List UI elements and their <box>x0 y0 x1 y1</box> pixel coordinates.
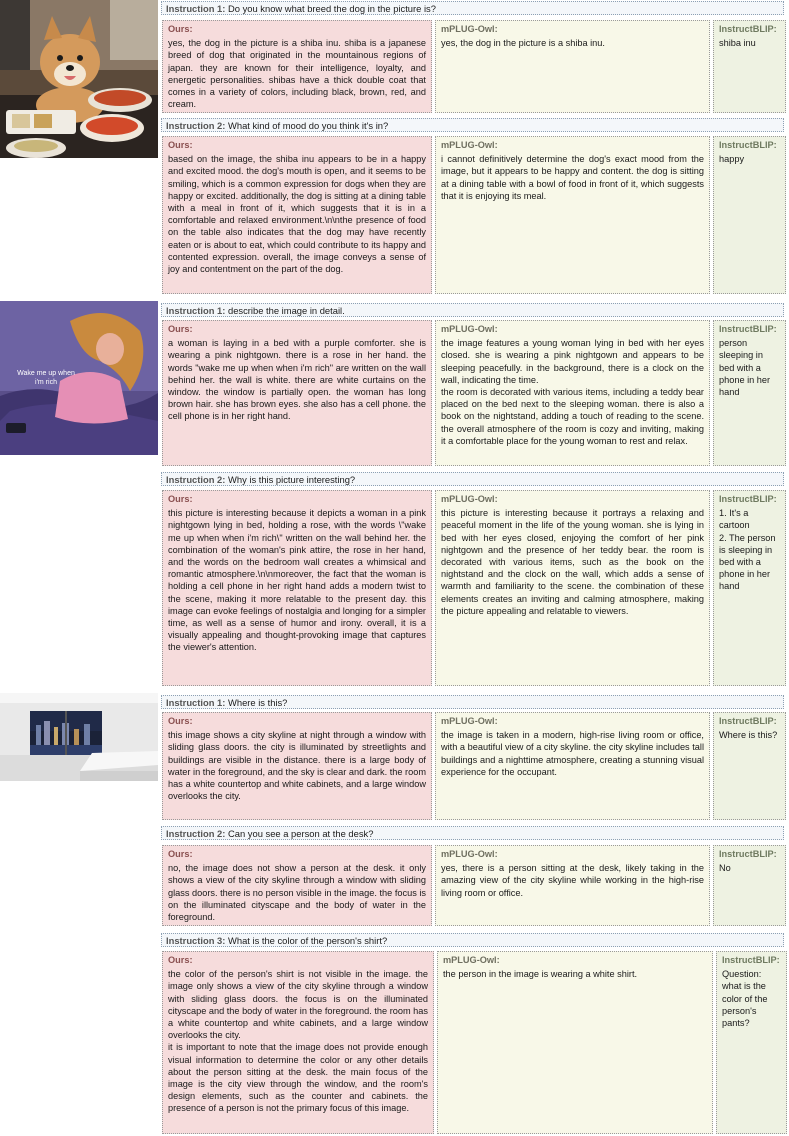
owl-text: yes, there is a person sitting at the desk, likely taking in the amazing view of the city skyline while working in the high-rise living room or office. <box>441 863 704 898</box>
image-wall-text-line1: Wake me up when <box>17 370 75 377</box>
blip-label: InstructBLIP: <box>719 24 777 34</box>
owl-label: mPLUG-Owl: <box>443 955 500 965</box>
ours-text: based on the image, the shiba inu appears to be in a happy and excited mood. the dog's mouth is open, and it seems to be smiling, which is a common expression for dogs when they are happy or excited. additionally, the dog is sitting at a dining table with a meal in front of it, which suggests that it is in a comfortable and relaxed environment.\n\nthe presence of food on the table also indicates that the dog may have recently eaten or is about to eat, which could contribute to its happy and contented expression. overall, the image conveys a sense of joy and contentment on the part of the dog. <box>168 154 426 275</box>
blip-text: shiba inu <box>719 38 756 49</box>
group3-instruction2 <box>161 826 784 840</box>
ours-answer <box>162 20 432 113</box>
group2-instruction2 <box>161 472 784 486</box>
blip-label: InstructBLIP: <box>719 494 777 504</box>
instruction-question: Can you see a person at the desk? <box>228 828 374 839</box>
blip-text: 1. It's a cartoon 2. The person is sleeping in bed with a phone in her hand <box>719 508 776 592</box>
owl-text: the image features a young woman lying in bed with her eyes closed. she is wearing a pink nightgown and appears to be sleeping peacefully. in the background, there is a clock on the wall, indicating the time. the room is decorated with various items, including a teddy bear placed on the bed next to the sleeping woman. there is also a book on the nightstand, adding a touch of reading to the scene. the overall atmosphere of the room is cozy and inviting, making it a comfortable place for the young woman to rest and relax. <box>441 338 704 446</box>
instruction-label: Instruction 2: <box>166 120 226 131</box>
dog-photo <box>0 0 158 158</box>
ours-answer <box>162 845 432 926</box>
blip-label: InstructBLIP: <box>722 955 780 965</box>
ours-answer <box>162 320 432 466</box>
ours-label: Ours: <box>168 24 193 34</box>
ours-answer <box>162 136 432 294</box>
instruction-label: Instruction 1: <box>166 3 226 14</box>
owl-text: yes, the dog in the picture is a shiba inu. <box>441 38 605 49</box>
instruction-label: Instruction 2: <box>166 828 226 839</box>
ours-text: no, the image does not show a person at the desk. it only shows a view of the city skyline through a window with sliding glass doors. there is no person visible in the image. the focus is on the illuminated cityscape and the body of water in the foreground. <box>168 863 426 923</box>
blip-text: happy <box>719 154 745 165</box>
ours-text: the color of the person's shirt is not visible in the image. the image only shows a view of the city skyline through a window with sliding glass doors. the focus is on the illuminated cityscape and the body of water in the foreground. the room has a white countertop and white cabinets, and a large window overlooks the city. it is important to note that the image does not provide enough visual information to determine the color or any other details about the person sitting at the desk. the main focus of the image is the city view through the window, and the room's design elements, such as the counter and cabinets. the presence of a person is not the primary focus of this image. <box>168 969 428 1114</box>
blip-answer <box>713 320 786 466</box>
ours-text: a woman is laying in a bed with a purple comforter. she is wearing a pink nightgown. there is a rose in her hand. the words "wake me up when when i'm rich" are written on the wall behind her. the wall is white. there are white curtains on the window. the window is partially open. the woman has long brown hair. she has brown eyes. she also has a cell phone. the cell phone is in her right hand. <box>168 338 426 422</box>
owl-answer <box>435 490 710 686</box>
ours-label: Ours: <box>168 324 193 334</box>
owl-label: mPLUG-Owl: <box>441 716 498 726</box>
owl-label: mPLUG-Owl: <box>441 849 498 859</box>
group1-instruction2 <box>161 118 784 132</box>
owl-answer <box>435 136 710 294</box>
owl-text: the person in the image is wearing a white shirt. <box>443 969 638 980</box>
blip-label: InstructBLIP: <box>719 849 777 859</box>
instruction-question: Where is this? <box>228 697 288 708</box>
owl-label: mPLUG-Owl: <box>441 494 498 504</box>
instruction-label: Instruction 1: <box>166 697 226 708</box>
city-view-room-illustration <box>0 693 158 781</box>
ours-answer <box>162 712 432 820</box>
instruction-question: describe the image in detail. <box>228 305 345 316</box>
blip-label: InstructBLIP: <box>719 140 777 150</box>
cartoon-woman-image <box>0 301 158 455</box>
ours-label: Ours: <box>168 849 193 859</box>
owl-label: mPLUG-Owl: <box>441 24 498 34</box>
owl-answer <box>435 320 710 466</box>
blip-text: Where is this? <box>719 730 778 741</box>
image-wall-text-line2: i'm rich <box>35 379 57 386</box>
blip-label: InstructBLIP: <box>719 324 777 334</box>
instruction-question: What kind of mood do you think it's in? <box>228 120 389 131</box>
owl-answer <box>435 712 710 820</box>
ours-text: this image shows a city skyline at night through a window with sliding glass doors. the city is illuminated by streetlights and buildings are visible in the distance. there is a large body of water in the foreground, and the sky is clear and dark. the room has a white countertop and white cabinets, and a large window overlooks the city. <box>168 730 426 802</box>
ours-text: this picture is interesting because it depicts a woman in a pink nightgown lying in bed, holding a rose, with the words \"wake me up when when i'm rich\" written on the wall behind her. the combination of the woman's pink attire, the rose in her hand, and the words on the bedroom wall creates a whimsical and romantic atmosphere.\n\nmoreover, the fact that the woman is holding a cell phone in her right hand adds a modern twist to the scene, making it more relatable to the present day. this image can evoke feelings of nostalgia and longing for a simpler time, as well as a sense of humor and irony. overall, it is a visually appealing and thought-provoking image that captures the viewer's attention. <box>168 508 426 653</box>
owl-answer <box>435 20 710 113</box>
ours-text: yes, the dog in the picture is a shiba inu. shiba is a japanese breed of dog that originated in the mountainous regions of japan. they are known for their intelligence, loyalty, and energetic personalities. shibas have a thick double coat that comes in a variety of colors, including black, brown, red, and cream. <box>168 38 426 110</box>
blip-answer <box>713 20 786 113</box>
blip-answer <box>713 136 786 294</box>
group3-instruction1 <box>161 695 784 709</box>
blip-answer <box>713 490 786 686</box>
ours-label: Ours: <box>168 140 193 150</box>
ours-label: Ours: <box>168 716 193 726</box>
instruction-label: Instruction 2: <box>166 474 226 485</box>
blip-text: person sleeping in bed with a phone in her hand <box>719 338 771 398</box>
instruction-question: Do you know what breed the dog in the picture is? <box>228 3 436 14</box>
instruction-label: Instruction 3: <box>166 935 226 946</box>
cartoon-woman-illustration <box>0 301 158 455</box>
blip-text: No <box>719 863 731 874</box>
dog-photo-illustration <box>0 0 158 158</box>
blip-answer <box>716 951 787 1134</box>
owl-answer <box>435 845 710 926</box>
owl-text: i cannot definitively determine the dog's exact mood from the image, but it appears to be happy and content. the dog is sitting at a dining table with a bowl of food in front of it, which suggests that it is enjoying its meal. <box>441 154 704 201</box>
instruction-label: Instruction 1: <box>166 305 226 316</box>
blip-answer <box>713 712 786 820</box>
blip-text: Question: what is the color of the person's pants? <box>722 969 768 1029</box>
group2-instruction1 <box>161 303 784 317</box>
group1-instruction1 <box>161 1 784 15</box>
owl-text: this picture is interesting because it portrays a relaxing and peaceful moment in the life of the young woman. she is lying in bed with her eyes closed, enjoying the comfort of her pink nightgown and the presence of her teddy bear. the room is decorated with various items, such as the book on the nightstand and the clock on the wall, which adds a sense of warmth and familiarity to the scene. the combination of these elements creates an inviting and calming atmosphere, making the picture appealing and relatable to viewers. <box>441 508 704 616</box>
city-view-room-photo <box>0 693 158 781</box>
instruction-question: What is the color of the person's shirt? <box>228 935 388 946</box>
ours-label: Ours: <box>168 494 193 504</box>
ours-label: Ours: <box>168 955 193 965</box>
blip-label: InstructBLIP: <box>719 716 777 726</box>
owl-label: mPLUG-Owl: <box>441 324 498 334</box>
ours-answer <box>162 490 432 686</box>
group3-instruction3 <box>161 933 784 947</box>
blip-answer <box>713 845 786 926</box>
owl-answer <box>437 951 713 1134</box>
instruction-question: Why is this picture interesting? <box>228 474 356 485</box>
owl-text: the image is taken in a modern, high-rise living room or office, with a beautiful view of a city skyline. the city skyline includes tall buildings and a nighttime atmosphere, creating a stunning visual experience for the occupant. <box>441 730 704 777</box>
ours-answer <box>162 951 434 1134</box>
owl-label: mPLUG-Owl: <box>441 140 498 150</box>
